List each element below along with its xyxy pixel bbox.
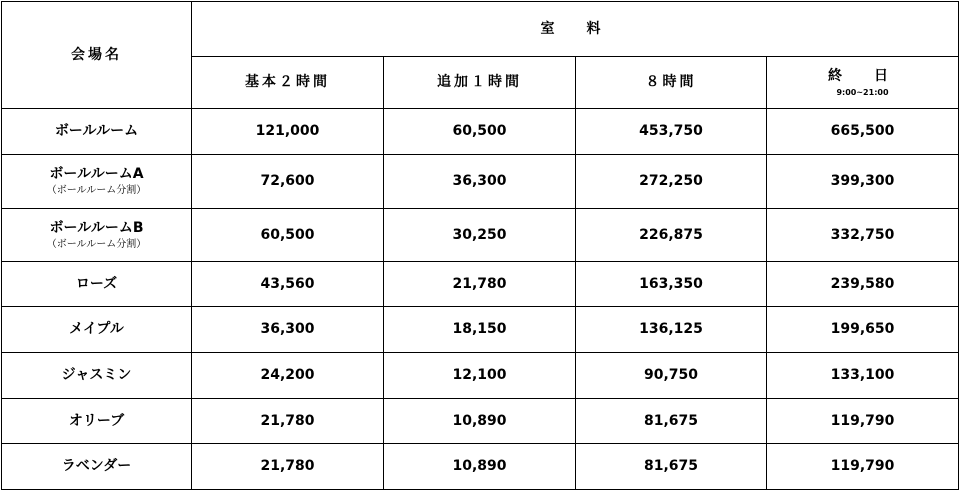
all-day-header: 終 日 (828, 67, 897, 84)
all-day-fee: 119,790 (767, 399, 959, 444)
table-row (2, 307, 959, 353)
table-row (2, 399, 959, 444)
8h-fee: 136,125 (576, 307, 767, 353)
basic-2h-header: 基本２時間 (192, 57, 384, 109)
8h-fee: 272,250 (576, 155, 767, 209)
basic-2h-fee: 121,000 (192, 109, 384, 155)
room-name-cell (2, 307, 192, 353)
room-name: ジャスミン (61, 367, 132, 384)
room-name: ローズ (75, 275, 118, 292)
basic-2h-fee: 72,600 (192, 155, 384, 209)
room-name: ボールルームB (49, 219, 144, 236)
all-day-fee: 133,100 (767, 353, 959, 399)
extra-1h-fee: 30,250 (384, 209, 576, 262)
all-day-fee: 199,650 (767, 307, 959, 353)
all-day-fee: 119,790 (767, 444, 959, 490)
room-name-cell (2, 155, 192, 209)
all-day-hours-note: 9:00~21:00 (836, 87, 889, 97)
room-name-cell (2, 353, 192, 399)
room-name-cell (2, 109, 192, 155)
header-row-top (2, 2, 959, 57)
table-row (2, 209, 959, 262)
basic-2h-fee: 43,560 (192, 262, 384, 307)
8h-fee: 226,875 (576, 209, 767, 262)
extra-1h-fee: 60,500 (384, 109, 576, 155)
all-day-fee: 239,580 (767, 262, 959, 307)
basic-2h-fee: 36,300 (192, 307, 384, 353)
room-name: ボールルーム (54, 123, 139, 140)
extra-1h-fee: 10,890 (384, 444, 576, 490)
room-name-cell (2, 209, 192, 262)
room-name-cell (2, 444, 192, 490)
all-day-fee: 332,750 (767, 209, 959, 262)
extra-1h-fee: 12,100 (384, 353, 576, 399)
table-row (2, 353, 959, 399)
8h-fee: 81,675 (576, 399, 767, 444)
room-name-note: （ボールルーム分割） (46, 185, 147, 197)
room-name: ラベンダー (61, 458, 132, 475)
basic-2h-fee: 24,200 (192, 353, 384, 399)
extra-1h-header: 追加１時間 (384, 57, 576, 109)
8h-fee: 81,675 (576, 444, 767, 490)
table-row (2, 444, 959, 490)
room-fee-table (1, 1, 959, 490)
8h-header: ８時間 (576, 57, 767, 109)
extra-1h-fee: 10,890 (384, 399, 576, 444)
basic-2h-fee: 21,780 (192, 444, 384, 490)
basic-2h-fee: 21,780 (192, 399, 384, 444)
all-day-fee: 665,500 (767, 109, 959, 155)
room-name: メイプル (69, 321, 124, 338)
all-day-fee: 399,300 (767, 155, 959, 209)
venue-name-header: 会場名 (2, 2, 192, 109)
all-day-header-cell (767, 57, 959, 109)
extra-1h-fee: 18,150 (384, 307, 576, 353)
table-row (2, 262, 959, 307)
table-body (2, 2, 959, 490)
extra-1h-fee: 21,780 (384, 262, 576, 307)
room-name: ボールルームA (49, 166, 144, 183)
extra-1h-fee: 36,300 (384, 155, 576, 209)
room-name-cell (2, 262, 192, 307)
8h-fee: 163,350 (576, 262, 767, 307)
8h-fee: 453,750 (576, 109, 767, 155)
room-fee-header: 室 料 (192, 2, 959, 57)
room-name-cell (2, 399, 192, 444)
room-name-note: （ボールルーム分割） (46, 238, 147, 250)
room-name: オリーブ (68, 412, 125, 429)
table-row (2, 155, 959, 209)
table-row (2, 109, 959, 155)
basic-2h-fee: 60,500 (192, 209, 384, 262)
8h-fee: 90,750 (576, 353, 767, 399)
